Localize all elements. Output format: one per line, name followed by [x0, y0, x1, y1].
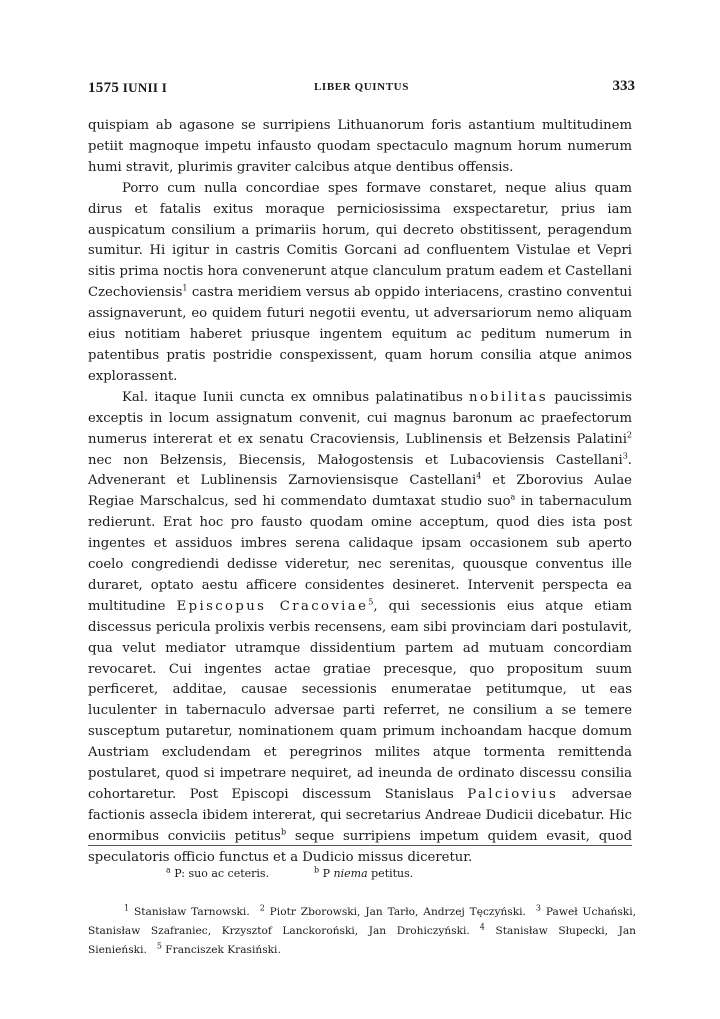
footnote-mark-2: 2 [259, 903, 265, 913]
critical-mark-a: a [166, 865, 171, 875]
p3-text-b: paucissimis exceptis in locum assignatum convenit, cui magnus baronum ac praefectorum numerus intererat et ex senatu Cracoviensis, Lublinensis et Bełzensis Palatini [88, 389, 632, 447]
footnote-ref-5: 5 [368, 597, 374, 607]
critical-text-a: P: suo ac ceteris. [170, 867, 270, 880]
page-number: 333 [612, 78, 635, 94]
p3-text-h: adversae factionis assecla ibidem intererat, qui secretarius Andreae Dudicii dicebatur. Hic enormibus conviciis petitus [88, 787, 632, 844]
footnote-mark-3: 3 [535, 903, 542, 913]
critical-text-b-italic: niema [333, 867, 368, 880]
footnote-ref-2: 2 [626, 430, 632, 440]
footnote-text-1: Stanisław Tarnowski. [129, 906, 250, 918]
critical-text-b-1: P [319, 867, 334, 880]
p2-text-a: Porro cum nulla concordiae spes formave constaret, neque alius quam dirus et fatalis exitus moraque perniciosissima exspectaretur, prius iam auspicatum consilium a primariis horum, qui decreto obstitissent, peragendum sumitur. Hi igitur in castris Comitis Gorcani ad confluentem Vistulae et Vepri sitis prima noctis hora convenerunt atque clanculum pratum eadem et Castellani Czechoviensis [88, 180, 632, 301]
p3-text-i: seque surripiens impetum quidem evasit, quod speculatoris officio functus et a Dudicio missus diceretur. [88, 828, 633, 865]
p3-spaced-nobilitas: nobilitas [469, 389, 549, 405]
p3-text-c: nec non Bełzensis, Biecensis, Małogostensis et Lubacoviensis Castellani [88, 452, 623, 468]
page [88, 78, 635, 869]
critical-note-a [166, 865, 269, 883]
footnote-mark-4: 4 [479, 922, 485, 932]
running-header [88, 78, 635, 100]
footnotes [88, 903, 636, 960]
p3-text-a: Kal. itaque Iunii cuncta ex omnibus palatinatibus [122, 389, 470, 405]
header-date [88, 80, 167, 97]
footnote-text-3: Paweł Uchański, Stanisław Szafraniec, Krzysztof Lanckoroński, Jan Drohiczyński. [88, 906, 636, 937]
main-text [88, 116, 632, 869]
paragraph-1: quispiam ab agasone se surripiens Lithuanorum foris astantium multitudinem petiit magnoque impetu infausto quodam spectaculo magnum horum numerum humi stravit, plurimis graviter calcibus atque dentibus offensis. [88, 118, 632, 175]
footnote-divider [88, 845, 632, 846]
p2-text-b: castra meridiem versus ab oppido interiacens, crastino conventui assignaverunt, eo quidem futuri negotii eventu, ut adversariorum nemo aliquam eius notitiam haberet priusque ingentem equitum ac peditum numerum in patentibus pratis postridie conspexissent, quam horum consilia atque animos explorassent. [88, 285, 632, 384]
paragraph-3 [88, 388, 632, 869]
footnote-mark-5: 5 [156, 941, 162, 951]
paragraph-2 [88, 179, 632, 388]
critical-text-b-2: petitus. [367, 867, 414, 880]
critical-note-b [314, 865, 413, 883]
footnote-ref-4: 4 [476, 472, 482, 482]
footnote-text-2: Piotr Zborowski, Jan Tarło, Andrzej Tęczyński. [264, 906, 526, 918]
p3-text-g: , qui secessionis eius atque etiam discessus pericula prolixis verbis recensens, eam sibi provinciam dari postulavit, qua velut mediator utramque dissidentium partem ad mutuam concordiam revocaret. Cui ingentes actae gratiae precesque, quo propositum suum perficeret, additae, causae secessionis enumeratae petitumque, ut eas luculenter in tabernaculo adversae parti referret, ne consilium a se temere susceptum putaretur, nominationem quam primum inchoandam hacque domum Austriam excludendam et peregrinos milites atque tormenta remittenda postularet, quod si impetrare nequiret, ad ineunda de ordinato discessu consilia cohortaretur. Post Episcopi discessum Stanislaus [88, 598, 632, 802]
footnote-ref-1: 1 [182, 283, 188, 293]
header-title: LIBER QUINTUS [314, 81, 409, 93]
header-year: 1575 [88, 80, 120, 96]
footnote-mark-1: 1 [124, 903, 130, 913]
critical-ref-b: b [280, 827, 287, 837]
critical-ref-a: a [510, 492, 516, 502]
critical-mark-b: b [314, 865, 320, 875]
p3-spaced-episcopus: Episcopus Cracoviae [176, 598, 369, 614]
footnote-text-5: Franciszek Krasiński. [161, 944, 281, 956]
p3-text-f: in tabernaculum redierunt. Erat hoc pro fausto quodam omine acceptum, quod dies ista post ingentes et assiduos imbres serena calidaque ipsam occasionem sub aperto coelo congrediendi dedisse videretur, nec serenitas, quousque conventus ille duraret, optato aestu afficere considentes desineret. Intervenit perspecta ea multitudine [88, 494, 632, 614]
footnote-text-4: Stanisław Słupecki, Jan Sienieński. [88, 925, 636, 956]
header-day: IUNII I [122, 80, 168, 95]
p3-spaced-palciovius: Palciovius [467, 787, 559, 802]
footnote-ref-3: 3 [622, 451, 628, 461]
p3-text-d: . Advenerant et Lublinensis Zarnoviensisque Castellani [88, 452, 632, 489]
p3-text-e: et Zborovius Aulae Regiae Marschalcus, sed hi commendato dumtaxat studio suo [88, 473, 632, 510]
